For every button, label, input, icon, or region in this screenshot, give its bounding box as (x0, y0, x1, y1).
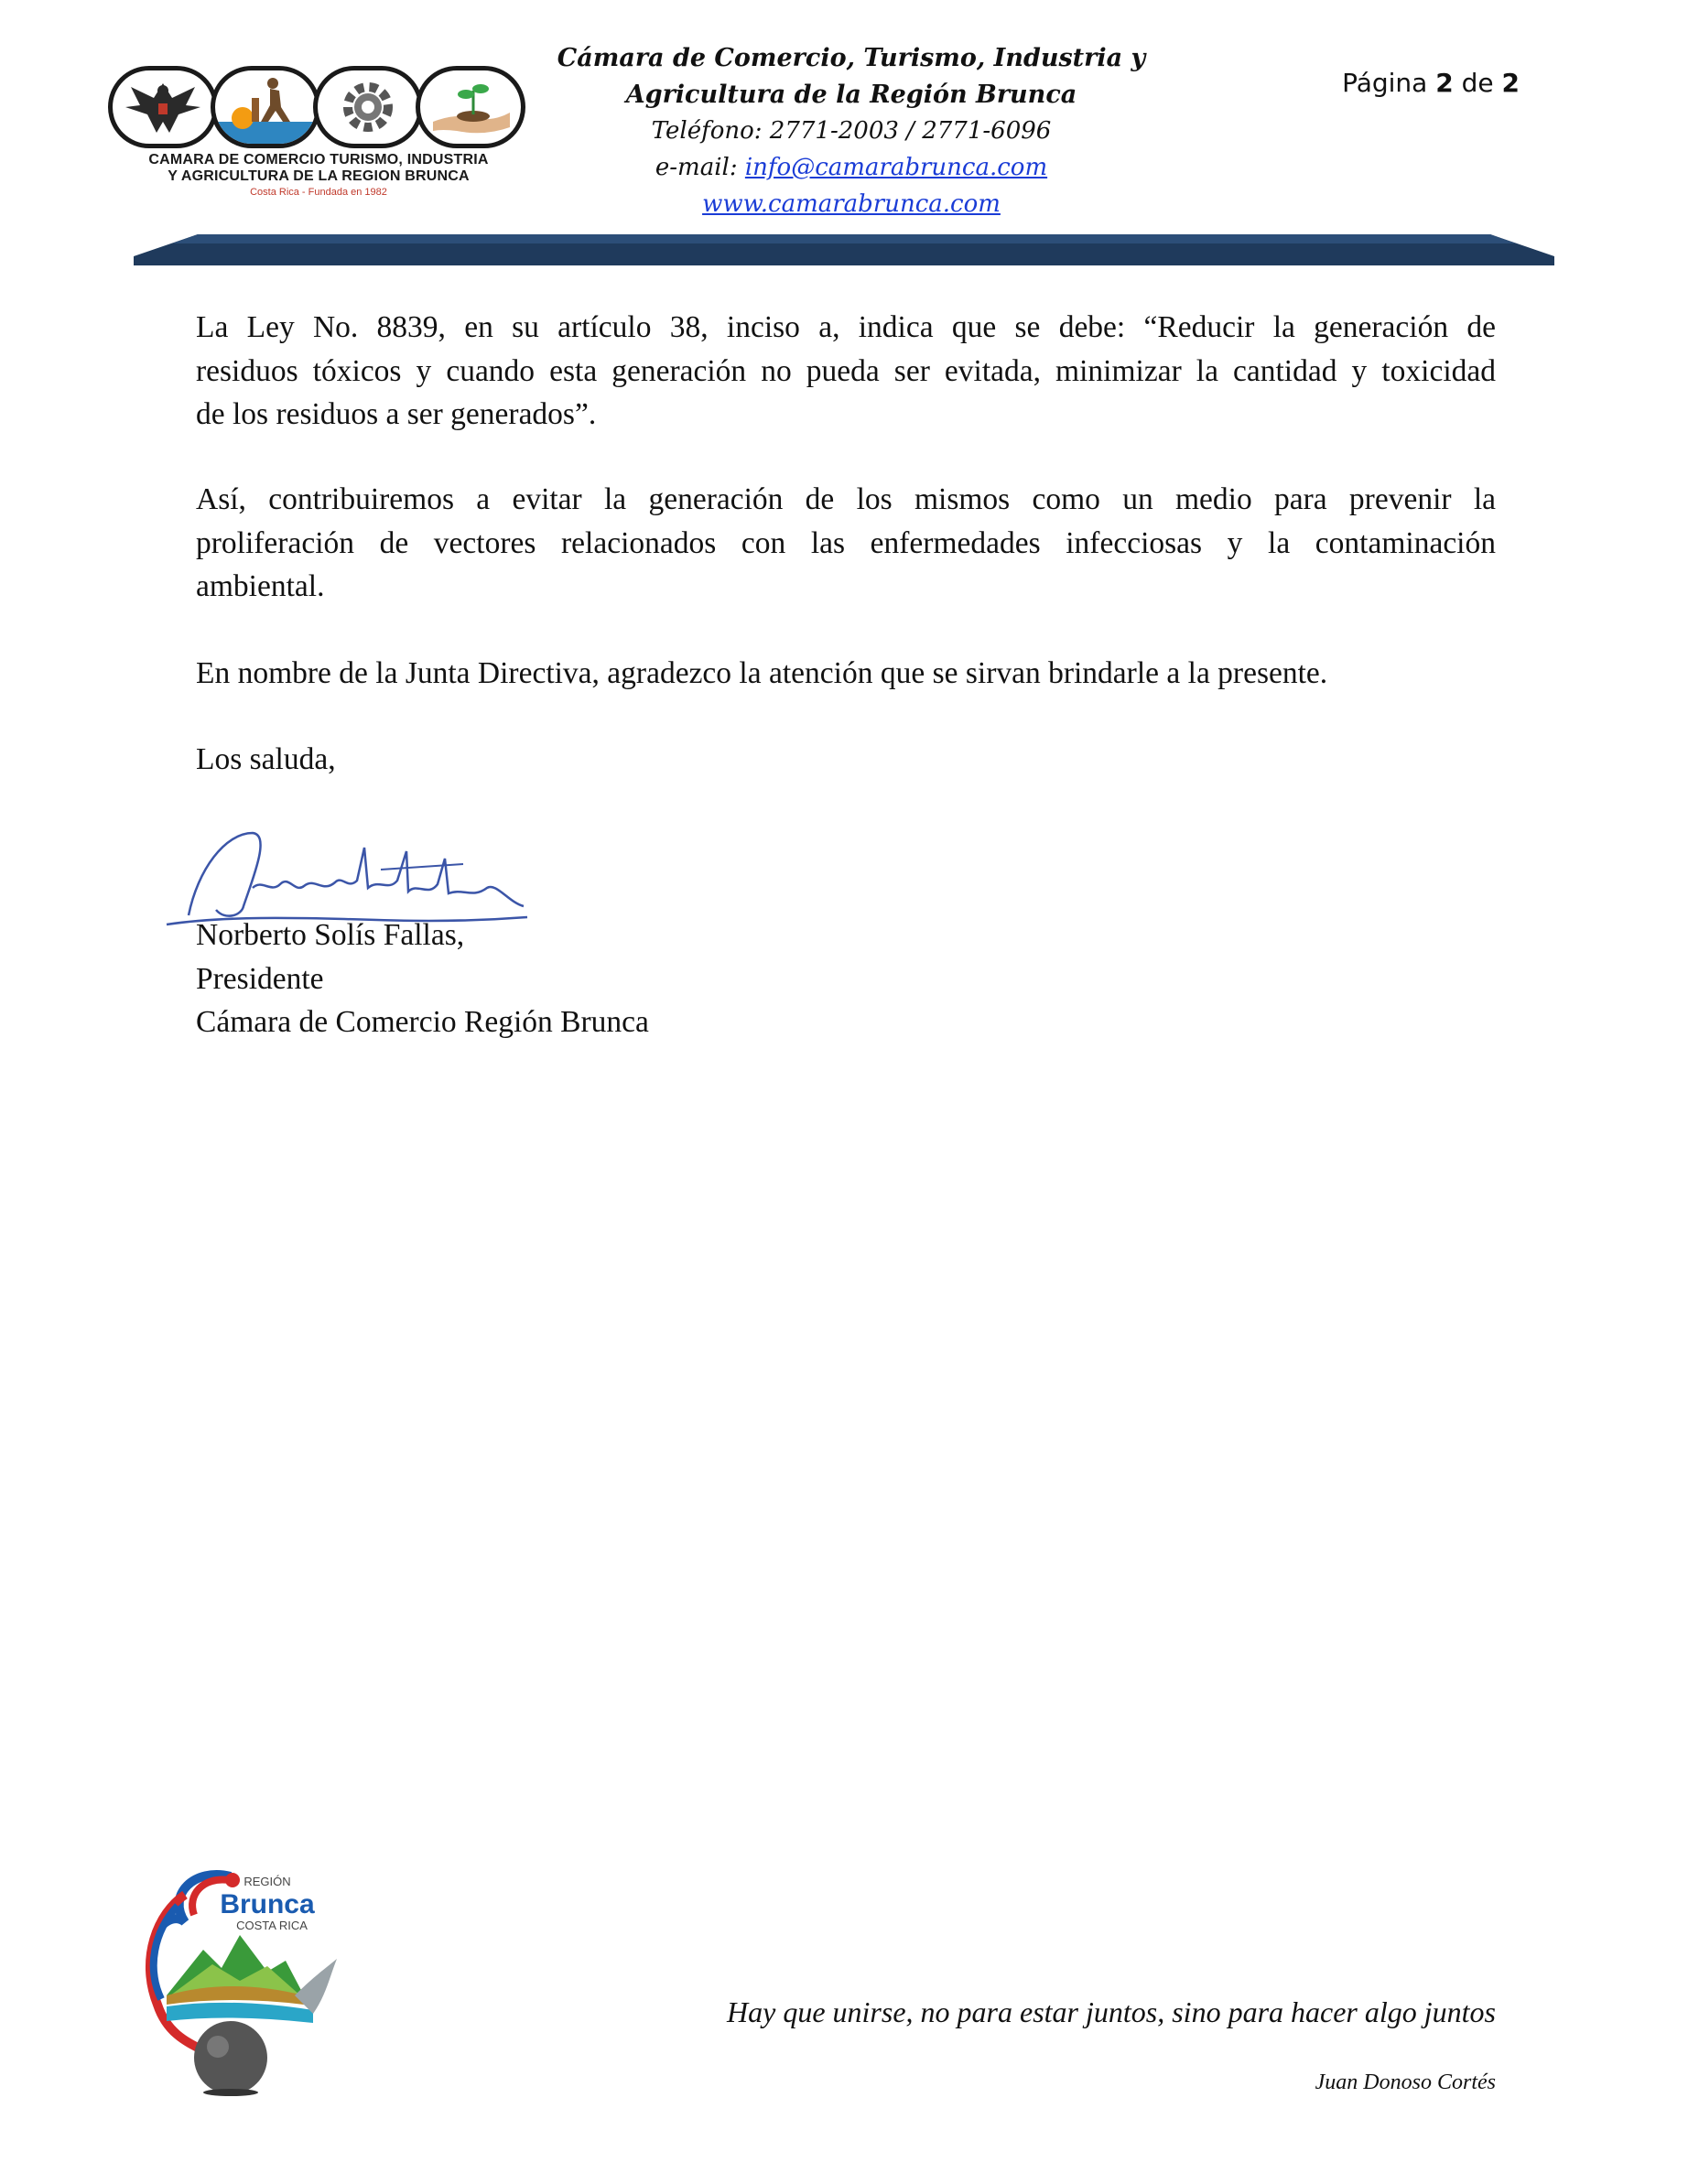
org-name-line1: Cámara de Comercio, Turismo, Industria y (557, 44, 1146, 72)
email-link[interactable]: info@camarabrunca.com (744, 154, 1048, 181)
page-prefix: Página (1342, 68, 1428, 98)
paragraph-line: En nombre de la Junta Directiva, agradezco la atención que se sirvan brindarle a la presente. (196, 656, 1328, 690)
signature-block (196, 914, 649, 1044)
region-logo-main: Brunca (220, 1889, 315, 1919)
email-label: e-mail: (655, 154, 738, 181)
page-current: 2 (1435, 68, 1454, 98)
signer-name: Norberto Solís Fallas, (196, 918, 465, 952)
paragraph-contribution (196, 478, 1496, 609)
header-band (134, 232, 1554, 267)
paragraph-line: Así, contribuiremos a evitar la generación de los mismos como un medio para prevenir la (196, 482, 1496, 516)
industry-gear-icon (313, 66, 423, 148)
org-name-line2: Agricultura de la Región Brunca (625, 81, 1077, 109)
eagle-emblem-icon (108, 66, 218, 148)
region-brunca-logo (130, 1858, 350, 2096)
website-link[interactable]: www.camarabrunca.com (702, 190, 1001, 218)
signer-organization: Cámara de Comercio Región Brunca (196, 1005, 649, 1039)
signer-title: Presidente (196, 961, 324, 996)
paragraph-line: La Ley No. 8839, en su artículo 38, inciso a, indica que se debe: “Reducir la generación de (196, 310, 1496, 344)
footer-quote-author: Juan Donoso Cortés (1315, 2070, 1496, 2094)
paragraph-line: ambiental. (196, 569, 325, 603)
greeting: Los saluda, (196, 742, 336, 776)
paragraph-thanks (196, 652, 1496, 696)
logo-text-line1: CAMARA DE COMERCIO TURISMO, INDUSTRIA (148, 152, 489, 168)
chamber-logo (108, 62, 529, 209)
page-indicator (1300, 68, 1520, 98)
footer-quote: Hay que unirse, no para estar juntos, sino para hacer algo juntos (727, 1995, 1496, 2028)
paragraph-line: proliferación de vectores relacionados con las enfermedades infecciosas y la contaminación (196, 525, 1496, 560)
tourism-emblem-icon (211, 66, 320, 148)
page-separator: de (1461, 68, 1494, 98)
paragraph-line: de los residuos a ser generados”. (196, 397, 597, 431)
email-row (513, 154, 1190, 181)
logo-text-line2: Y AGRICULTURA DE LA REGION BRUNCA (168, 168, 470, 184)
paragraph-law (196, 306, 1496, 437)
logo-text-line3: Costa Rica - Fundada en 1982 (250, 187, 387, 198)
paragraph-line: residuos tóxicos y cuando esta generación no pueda ser evitada, minimizar la cantidad y toxicidad (196, 353, 1496, 388)
phone-number: Teléfono: 2771-2003 / 2771-6096 (651, 117, 1052, 145)
website-row (513, 190, 1190, 218)
page-total: 2 (1501, 68, 1520, 98)
agriculture-hands-icon (416, 66, 525, 148)
region-logo-top: REGIÓN (243, 1875, 291, 1888)
region-logo-sub: COSTA RICA (236, 1919, 308, 1932)
